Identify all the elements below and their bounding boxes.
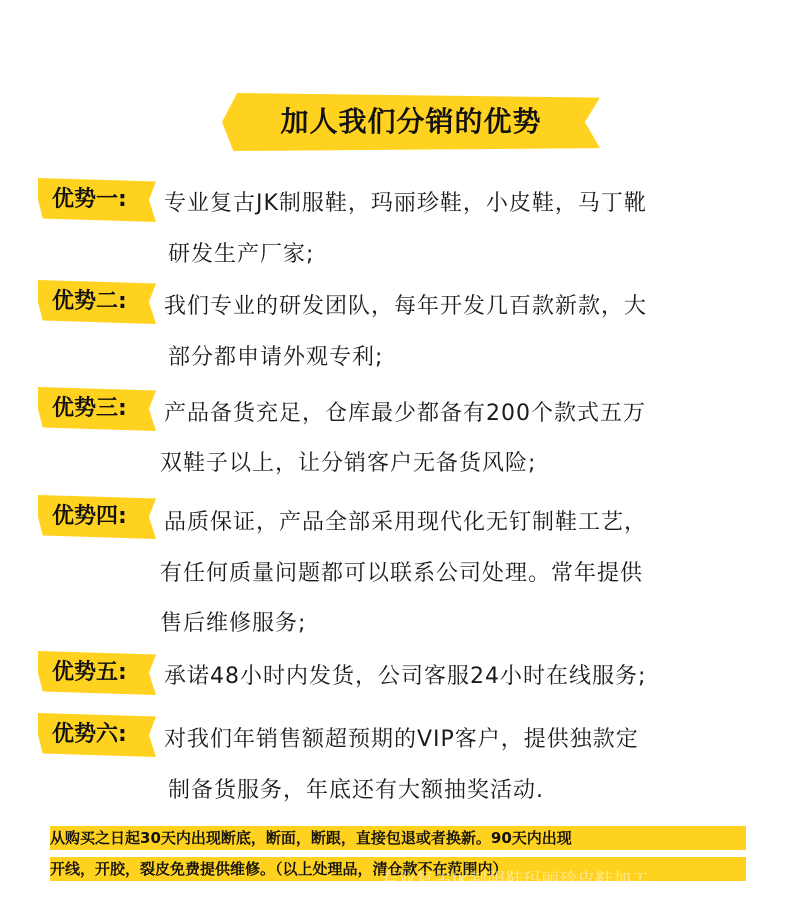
advantage-1-label: 优势一: (52, 187, 127, 212)
advantage-3-line-2: 双鞋子以上，让分销客户无备货风险; (160, 451, 537, 476)
advantage-5-line-1: 承诺48小时内发货，公司客服24小时在线服务; (164, 664, 647, 689)
advantage-1-line-1: 专业复古JK制服鞋，玛丽珍鞋，小皮鞋，马丁靴 (164, 191, 647, 216)
notice-line-2: 开线，开胶，裂皮免费提供维修。（以上处理品，清仓款不在范围内） (50, 860, 508, 878)
advantage-5-label: 优势五: (52, 660, 127, 685)
page-title: 加人我们分销的优势 (280, 105, 542, 138)
advantage-2-line-1: 我们专业的研发团队，每年开发几百款新款，大 (164, 294, 648, 319)
advantage-4-line-1: 品质保证，产品全部采用现代化无钉制鞋工艺， (164, 510, 648, 535)
notice-line-1: 从购买之日起30天内出现断底，断面，断跟，直接包退或者换新。90天内出现 (50, 829, 572, 847)
advantage-6-line-2: 制备货服务，年底还有大额抽奖活动. (168, 778, 544, 803)
advantage-3-label: 优势三: (52, 396, 127, 421)
advantage-1-line-2: 研发生产厂家; (168, 242, 315, 267)
advantage-4-label: 优势四: (52, 504, 127, 529)
advantage-4-line-2: 有任何质量问题都可以联系公司处理。常年提供 (160, 561, 644, 586)
advantage-2-line-2: 部分都申请外观专利; (168, 345, 384, 370)
advantage-3-line-1: 产品备货充足，仓库最少都备有200个款式五万 (164, 401, 646, 426)
watermark: 专业复古JK制服鞋玛丽珍皮鞋加工 (380, 870, 650, 891)
advantage-4-line-3: 售后维修服务; (160, 611, 307, 636)
advantage-6-label: 优势六: (52, 722, 127, 747)
advantage-2-label: 优势二: (52, 289, 127, 314)
advantage-6-line-1: 对我们年销售额超预期的VIP客户，提供独款定 (164, 727, 639, 752)
